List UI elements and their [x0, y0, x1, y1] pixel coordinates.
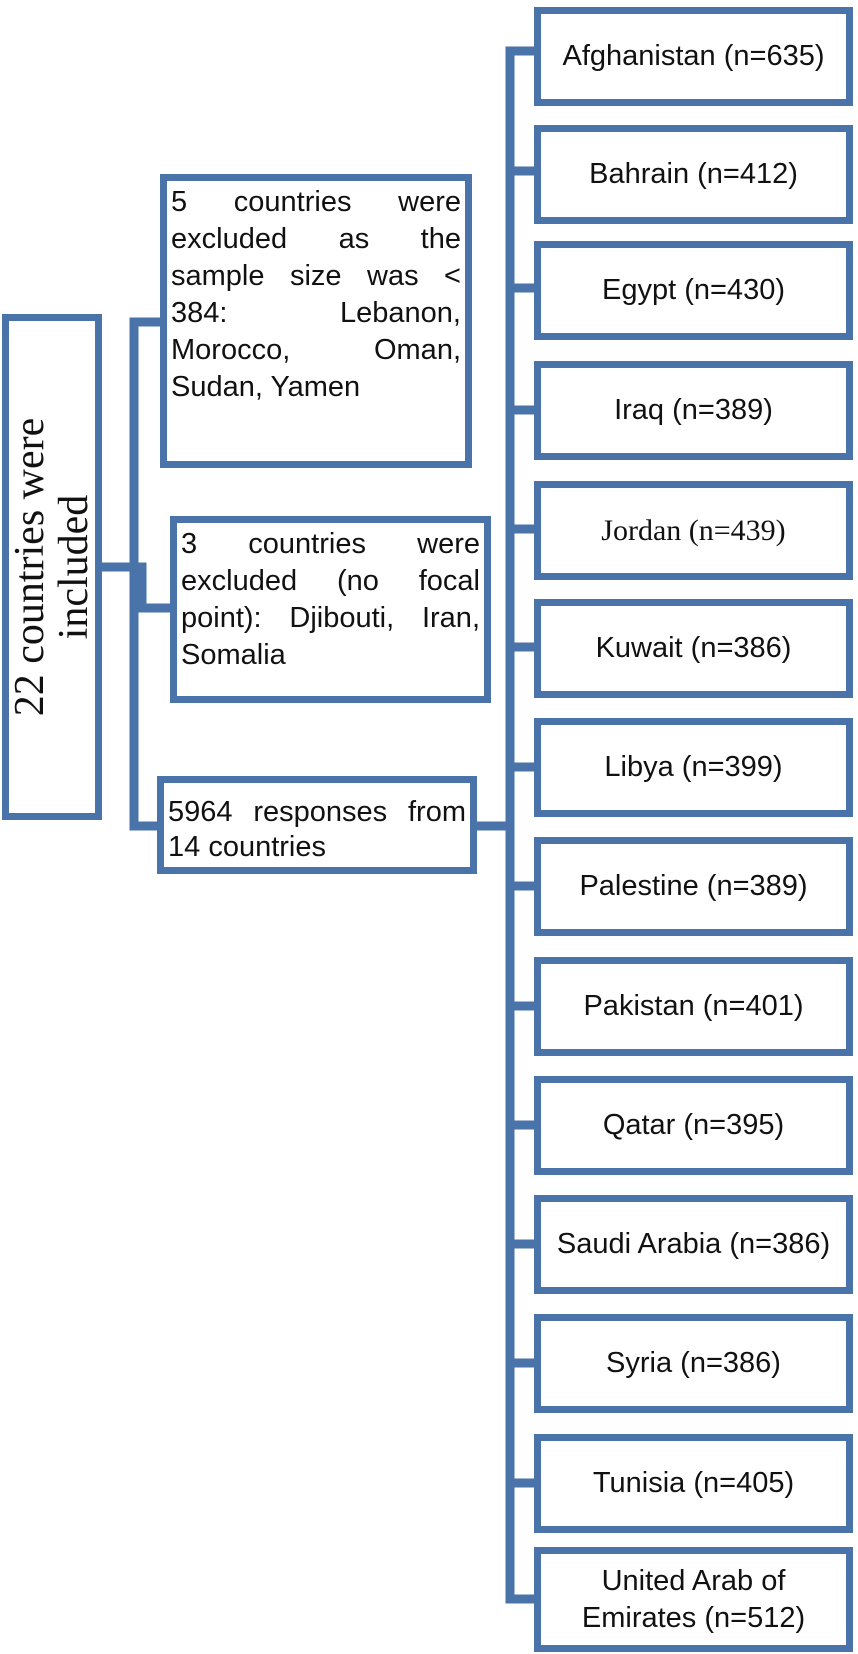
- country-box-syria: Syria (n=386): [534, 1314, 853, 1413]
- country-box-bahrain: Bahrain (n=412): [534, 125, 853, 224]
- country-box-pakistan: Pakistan (n=401): [534, 957, 853, 1056]
- excluded-small-sample-note: 5 countries were excluded as the sample size was < 384: Lebanon, Morocco, Oman, Sudan, Yamen: [160, 174, 472, 468]
- country-box-palestine: Palestine (n=389): [534, 837, 853, 936]
- country-box-united-arab-emirates: United Arab of Emirates (n=512): [534, 1547, 853, 1652]
- excluded-no-focal-point-note: 3 countries were excluded (no focal point): Djibouti, Iran, Somalia: [170, 516, 491, 703]
- country-box-iraq: Iraq (n=389): [534, 361, 853, 460]
- country-box-saudi-arabia: Saudi Arabia (n=386): [534, 1195, 853, 1294]
- included-countries-label: [8, 418, 96, 717]
- country-box-jordan: Jordan (n=439): [534, 481, 853, 580]
- country-box-tunisia: Tunisia (n=405): [534, 1434, 853, 1533]
- country-box-afghanistan: Afghanistan (n=635): [534, 7, 853, 106]
- included-countries-box: [2, 314, 102, 820]
- included-countries-label-line-2: included: [51, 494, 97, 640]
- country-box-egypt: Egypt (n=430): [534, 241, 853, 340]
- included-countries-label-line-1: 22 countries were: [7, 417, 53, 717]
- country-box-kuwait: Kuwait (n=386): [534, 599, 853, 698]
- country-box-qatar: Qatar (n=395): [534, 1076, 853, 1175]
- responses-summary-note: 5964 responses from 14 countries: [157, 776, 477, 874]
- country-box-libya: Libya (n=399): [534, 718, 853, 817]
